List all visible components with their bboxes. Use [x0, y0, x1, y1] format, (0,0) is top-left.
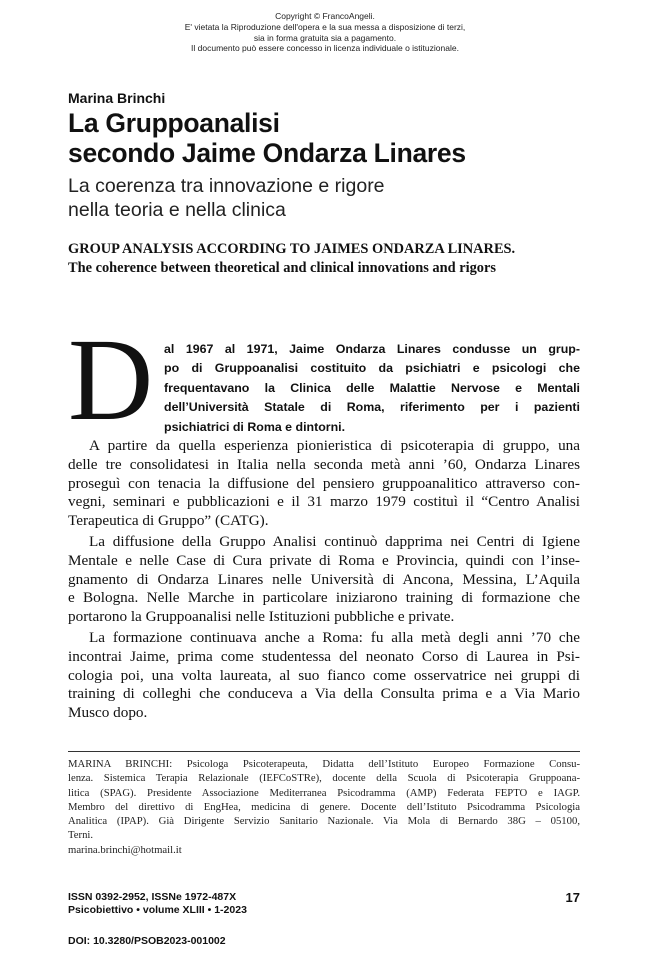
copyright-line: E' vietata la Riproduzione dell'opera e la sua messa a disposizione di terzi, [184, 21, 466, 32]
drop-cap: D [68, 314, 154, 445]
doi[interactable]: DOI: 10.3280/PSOB2023-001002 [68, 935, 226, 947]
article-body [68, 437, 580, 725]
body-line: incontrai Jaime, prima come studentessa del neonato Corso di Laurea in Psi- [68, 647, 580, 665]
article-title [68, 108, 466, 168]
title-line: secondo Jaime Ondarza Linares [68, 138, 466, 168]
title-line: La Gruppoanalisi [68, 108, 280, 138]
author-name: Marina Brinchi [68, 90, 166, 106]
english-title-line: GROUP ANALYSIS ACCORDING TO JAIMES ONDARZA LINARES. [68, 241, 516, 257]
body-line: vegni, seminari e pubblicazioni e il 31 marzo 1979 costituì il “Centro Analisi [68, 493, 580, 511]
author-note-line: Analitica (IPAP). Già Dirigente Servizio Sanitario Nazionale. Via Mola di Bernardo 38G – 05100, [68, 815, 580, 828]
copyright-notice [0, 11, 650, 54]
issn: ISSN 0392-2952, ISSNe 1972-487X [68, 891, 237, 903]
english-title-line: The coherence between theoretical and clinical innovations and rigors [68, 260, 496, 276]
lead-line: dell’Università Statale di Roma, riferimento per i pazienti [164, 400, 580, 415]
copyright-line: Copyright © FrancoAngeli. [275, 11, 375, 21]
lead-paragraph [68, 314, 580, 445]
body-line: Terapeutica di Gruppo” (CATG). [68, 512, 269, 530]
author-note-line: lenza. Sistemica Terapia Relazionale (IEFCoSTRe), docente della Scuola di Psicoterapia Gruppoana- [68, 772, 580, 785]
page-number: 17 [565, 890, 580, 905]
author-note-line: MARINA BRINCHI: Psicologa Psicoterapeuta, Didatta dell’Istituto Europeo Formazione Consu- [68, 758, 580, 770]
body-paragraph [68, 629, 580, 723]
body-line: training di colleghi che conduceva a Via della Consulta prima e a Via Mario [68, 685, 580, 703]
author-note-line: Membro del direttivo di EngHea, medicina di genere. Docente dell’Istituto Psicodramma Psicologia [68, 800, 580, 813]
body-line: La formazione continuava anche a Roma: fu alla metà degli anni ’70 che [89, 628, 580, 646]
lead-line: po di Gruppoanalisi costituito da psichiatri e psicologi che [164, 361, 580, 376]
author-email[interactable]: marina.brinchi@hotmail.it [68, 843, 182, 856]
body-paragraph [68, 437, 580, 531]
english-title [68, 240, 515, 278]
body-line: proseguì con tenacia la diffusione del pensiero gruppoanalitico attraverso con- [68, 474, 580, 492]
lead-text [164, 340, 580, 437]
author-note [68, 757, 580, 857]
author-note-line: litica (SPAG). Presidente Associazione Mediterranea Psicodramma (AMP) Federata FEPTO e IAGP. [68, 786, 580, 799]
body-line: Musco dopo. [68, 704, 148, 722]
copyright-line: sia in forma gratuita sia a pagamento. [253, 32, 397, 43]
page-footer [68, 891, 580, 917]
body-line: gnamento di Ondarza Linares nelle Università di Ancona, Messina, L’Aquila [68, 570, 580, 588]
body-line: A partire da quella esperienza pionieristica di psicoterapia di gruppo, una [89, 437, 580, 454]
body-line: portarono la Gruppoanalisi nelle Istituzioni pubbliche e private. [68, 608, 455, 626]
footnote-divider [68, 751, 580, 752]
body-paragraph [68, 533, 580, 627]
subtitle-line: nella teoria e nella clinica [68, 199, 286, 221]
body-line: cologia poi, una volta laureata, al suo fianco come osservatrice nei gruppi di [68, 666, 580, 684]
lead-line: psichiatrici di Roma e dintorni. [164, 419, 346, 434]
body-line: Mentale e nelle Case di Cura private di Roma e Provincia, quindi con l’inse- [68, 551, 580, 569]
body-line: La diffusione della Gruppo Analisi continuò dapprima nei Centri di Igiene [89, 532, 580, 550]
body-line: e Bologna. Nelle Marche in particolare iniziarono training di formazione che [68, 589, 580, 607]
body-line: delle tre consolidatesi in Italia nella seconda metà anni ’60, Ondarza Linares [68, 455, 580, 473]
lead-line: frequentavano la Clinica delle Malattie Nervose e Mentali [164, 380, 580, 395]
lead-line: al 1967 al 1971, Jaime Ondarza Linares condusse un grup- [164, 342, 580, 356]
subtitle-line: La coerenza tra innovazione e rigore [68, 175, 385, 197]
journal-info: Psicobiettivo • volume XLIII • 1-2023 [68, 904, 247, 916]
copyright-line: Il documento può essere concesso in licenza individuale o istituzionale. [191, 43, 459, 54]
author-note-line: Terni. [68, 829, 94, 842]
article-subtitle [68, 174, 385, 222]
